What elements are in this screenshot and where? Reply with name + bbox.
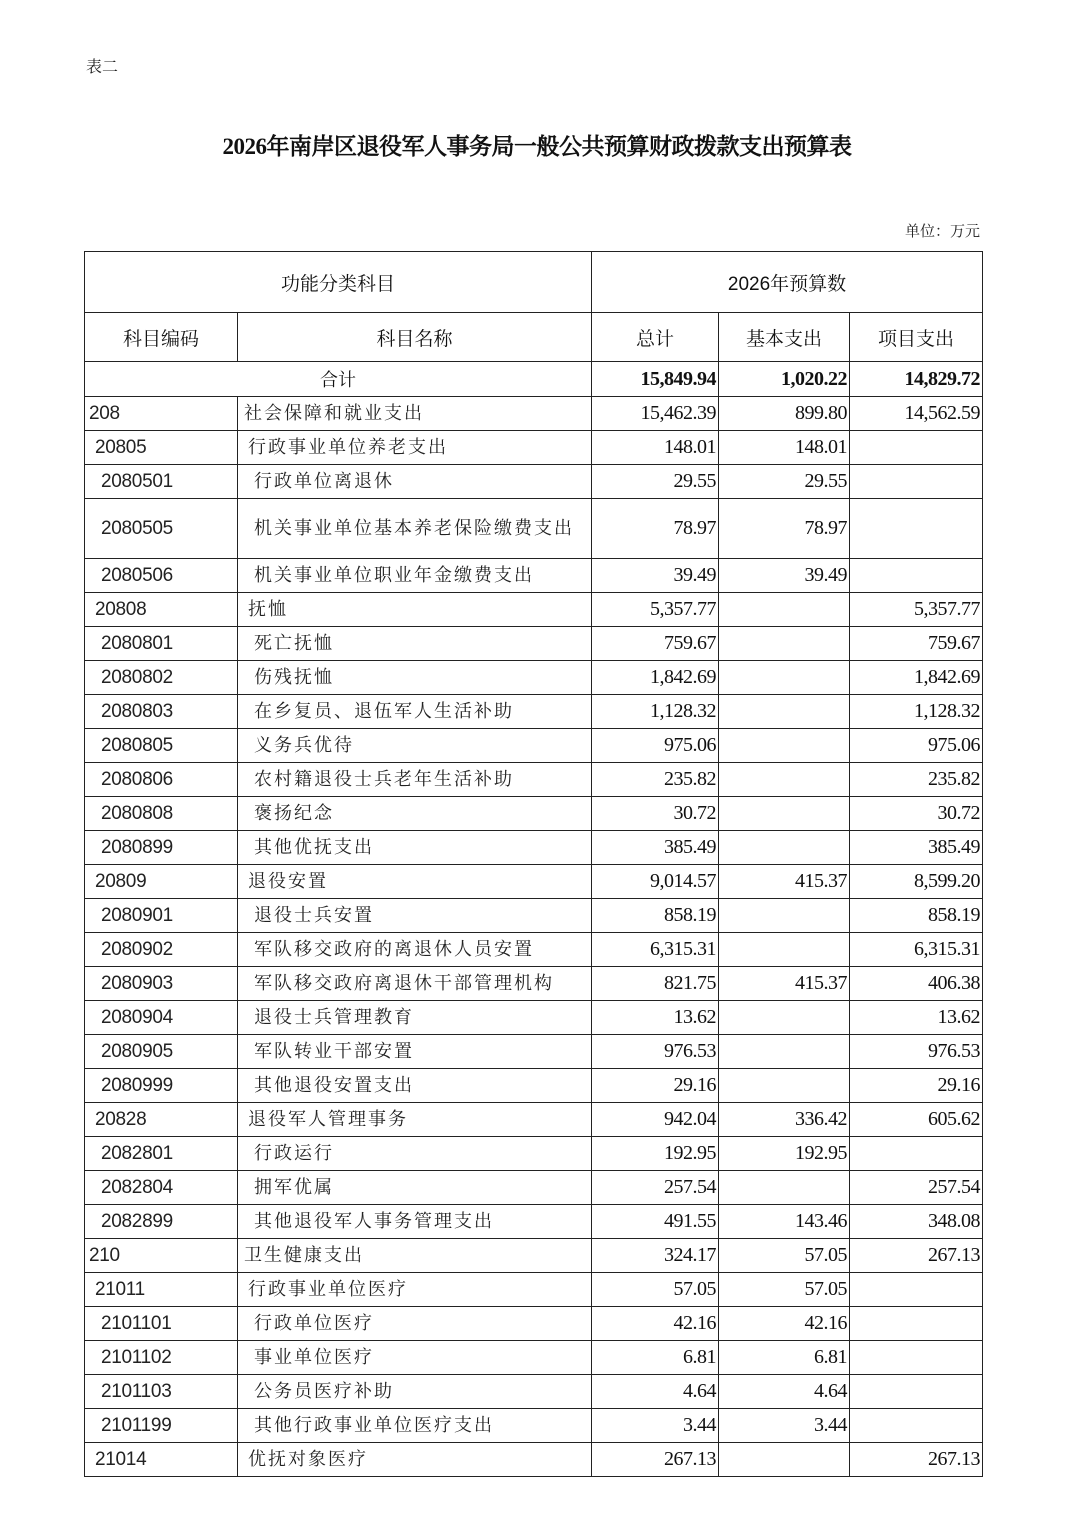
row-code: 2080506 — [85, 559, 238, 593]
row-code: 2101103 — [85, 1375, 238, 1409]
row-basic: 4.64 — [719, 1375, 850, 1409]
row-name: 行政事业单位医疗 — [238, 1273, 592, 1307]
row-code: 21011 — [85, 1273, 238, 1307]
row-total: 15,462.39 — [592, 397, 719, 431]
row-name: 行政运行 — [238, 1137, 592, 1171]
row-project: 975.06 — [850, 729, 983, 763]
table-row — [85, 729, 983, 763]
row-project: 8,599.20 — [850, 865, 983, 899]
row-name: 伤残抚恤 — [238, 661, 592, 695]
row-project — [850, 559, 983, 593]
table-row — [85, 661, 983, 695]
row-name: 褒扬纪念 — [238, 797, 592, 831]
table-row — [85, 1273, 983, 1307]
row-basic — [719, 797, 850, 831]
total-row — [85, 362, 983, 397]
row-basic — [719, 627, 850, 661]
row-project: 1,842.69 — [850, 661, 983, 695]
row-total: 324.17 — [592, 1239, 719, 1273]
row-name: 退役士兵管理教育 — [238, 1001, 592, 1035]
table-row — [85, 1307, 983, 1341]
row-code: 2101199 — [85, 1409, 238, 1443]
row-basic — [719, 933, 850, 967]
row-name: 社会保障和就业支出 — [238, 397, 592, 431]
header-row-columns — [85, 313, 983, 362]
row-code: 2101102 — [85, 1341, 238, 1375]
row-code: 2080901 — [85, 899, 238, 933]
row-basic — [719, 1171, 850, 1205]
table-row — [85, 1069, 983, 1103]
row-project: 5,357.77 — [850, 593, 983, 627]
row-name: 机关事业单位职业年金缴费支出 — [238, 559, 592, 593]
row-code: 2082899 — [85, 1205, 238, 1239]
row-name: 行政单位离退休 — [238, 465, 592, 499]
table-row — [85, 1341, 983, 1375]
row-name: 卫生健康支出 — [238, 1239, 592, 1273]
row-total: 975.06 — [592, 729, 719, 763]
row-code: 2082801 — [85, 1137, 238, 1171]
page-title: 2026年南岸区退役军人事务局一般公共预算财政拨款支出预算表 — [222, 134, 852, 159]
row-code: 2080802 — [85, 661, 238, 695]
row-name: 其他退役安置支出 — [238, 1069, 592, 1103]
row-total: 267.13 — [592, 1443, 719, 1477]
row-basic — [719, 831, 850, 865]
row-code: 2080902 — [85, 933, 238, 967]
row-code: 2080808 — [85, 797, 238, 831]
row-code: 2080806 — [85, 763, 238, 797]
total-project: 14,829.72 — [850, 362, 983, 397]
table-row — [85, 1035, 983, 1069]
row-project: 1,128.32 — [850, 695, 983, 729]
row-name: 军队转业干部安置 — [238, 1035, 592, 1069]
row-basic — [719, 1443, 850, 1477]
table-row — [85, 1171, 983, 1205]
header-basic: 基本支出 — [719, 313, 850, 362]
row-total: 29.16 — [592, 1069, 719, 1103]
row-basic — [719, 729, 850, 763]
row-total: 491.55 — [592, 1205, 719, 1239]
row-basic — [719, 763, 850, 797]
row-project: 267.13 — [850, 1239, 983, 1273]
row-basic: 6.81 — [719, 1341, 850, 1375]
table-row — [85, 1137, 983, 1171]
row-total: 942.04 — [592, 1103, 719, 1137]
row-basic: 57.05 — [719, 1239, 850, 1273]
row-name: 退役士兵安置 — [238, 899, 592, 933]
table-row — [85, 1103, 983, 1137]
row-total: 3.44 — [592, 1409, 719, 1443]
row-total: 6.81 — [592, 1341, 719, 1375]
row-project: 406.38 — [850, 967, 983, 1001]
table-row — [85, 593, 983, 627]
row-basic: 39.49 — [719, 559, 850, 593]
row-project: 14,562.59 — [850, 397, 983, 431]
row-basic: 415.37 — [719, 967, 850, 1001]
row-project: 6,315.31 — [850, 933, 983, 967]
row-project — [850, 499, 983, 559]
row-basic: 192.95 — [719, 1137, 850, 1171]
header-name: 科目名称 — [238, 313, 592, 362]
table-row — [85, 967, 983, 1001]
row-total: 42.16 — [592, 1307, 719, 1341]
row-name: 死亡抚恤 — [238, 627, 592, 661]
row-code: 210 — [85, 1239, 238, 1273]
row-project: 348.08 — [850, 1205, 983, 1239]
row-basic: 415.37 — [719, 865, 850, 899]
row-total: 78.97 — [592, 499, 719, 559]
row-total: 57.05 — [592, 1273, 719, 1307]
row-basic: 78.97 — [719, 499, 850, 559]
table-row — [85, 1239, 983, 1273]
row-project: 976.53 — [850, 1035, 983, 1069]
row-name: 军队移交政府离退休干部管理机构 — [238, 967, 592, 1001]
row-name: 行政单位医疗 — [238, 1307, 592, 1341]
row-project — [850, 1307, 983, 1341]
row-basic — [719, 695, 850, 729]
row-code: 20805 — [85, 431, 238, 465]
total-amount: 15,849.94 — [592, 362, 719, 397]
row-project — [850, 1137, 983, 1171]
row-basic: 57.05 — [719, 1273, 850, 1307]
row-total: 9,014.57 — [592, 865, 719, 899]
row-code: 2080903 — [85, 967, 238, 1001]
table-row — [85, 559, 983, 593]
table-row — [85, 695, 983, 729]
table-row — [85, 465, 983, 499]
row-code: 2080803 — [85, 695, 238, 729]
row-name: 事业单位医疗 — [238, 1341, 592, 1375]
row-name: 行政事业单位养老支出 — [238, 431, 592, 465]
row-project: 759.67 — [850, 627, 983, 661]
row-name: 拥军优属 — [238, 1171, 592, 1205]
row-total: 858.19 — [592, 899, 719, 933]
row-basic — [719, 899, 850, 933]
row-code: 2080899 — [85, 831, 238, 865]
row-name: 其他优抚支出 — [238, 831, 592, 865]
row-total: 6,315.31 — [592, 933, 719, 967]
total-label: 合计 — [85, 362, 592, 397]
row-code: 2080801 — [85, 627, 238, 661]
header-functional-classification: 功能分类科目 — [85, 252, 592, 313]
row-basic — [719, 661, 850, 695]
row-code: 2082804 — [85, 1171, 238, 1205]
row-project: 385.49 — [850, 831, 983, 865]
row-project: 267.13 — [850, 1443, 983, 1477]
table-row — [85, 499, 983, 559]
table-row — [85, 1205, 983, 1239]
table-row — [85, 1443, 983, 1477]
row-total: 30.72 — [592, 797, 719, 831]
row-name: 公务员医疗补助 — [238, 1375, 592, 1409]
row-name: 在乡复员、退伍军人生活补助 — [238, 695, 592, 729]
row-code: 2101101 — [85, 1307, 238, 1341]
header-total: 总计 — [592, 313, 719, 362]
row-total: 4.64 — [592, 1375, 719, 1409]
row-basic — [719, 1035, 850, 1069]
row-project — [850, 1375, 983, 1409]
row-basic: 143.46 — [719, 1205, 850, 1239]
row-basic: 336.42 — [719, 1103, 850, 1137]
header-code: 科目编码 — [85, 313, 238, 362]
table-number-label: 表二 — [86, 57, 119, 76]
row-project: 29.16 — [850, 1069, 983, 1103]
row-project — [850, 465, 983, 499]
row-project — [850, 1409, 983, 1443]
row-code: 2080999 — [85, 1069, 238, 1103]
row-name: 抚恤 — [238, 593, 592, 627]
row-total: 192.95 — [592, 1137, 719, 1171]
row-code: 2080805 — [85, 729, 238, 763]
total-basic: 1,020.22 — [719, 362, 850, 397]
table-row — [85, 1001, 983, 1035]
unit-label: 单位：万元 — [904, 222, 980, 240]
header-project: 项目支出 — [850, 313, 983, 362]
row-name: 其他行政事业单位医疗支出 — [238, 1409, 592, 1443]
row-project: 257.54 — [850, 1171, 983, 1205]
row-total: 148.01 — [592, 431, 719, 465]
row-basic — [719, 1001, 850, 1035]
row-total: 257.54 — [592, 1171, 719, 1205]
row-code: 21014 — [85, 1443, 238, 1477]
row-name: 退役安置 — [238, 865, 592, 899]
row-total: 385.49 — [592, 831, 719, 865]
header-budget-2026: 2026年预算数 — [592, 252, 983, 313]
row-basic: 148.01 — [719, 431, 850, 465]
row-total: 235.82 — [592, 763, 719, 797]
row-basic: 29.55 — [719, 465, 850, 499]
row-total: 821.75 — [592, 967, 719, 1001]
row-project: 858.19 — [850, 899, 983, 933]
table-row — [85, 763, 983, 797]
row-name: 机关事业单位基本养老保险缴费支出 — [238, 499, 592, 559]
table-row — [85, 627, 983, 661]
row-total: 976.53 — [592, 1035, 719, 1069]
row-project — [850, 431, 983, 465]
table-row — [85, 431, 983, 465]
row-project: 605.62 — [850, 1103, 983, 1137]
row-code: 2080904 — [85, 1001, 238, 1035]
row-name: 其他退役军人事务管理支出 — [238, 1205, 592, 1239]
table-row — [85, 1409, 983, 1443]
row-total: 1,842.69 — [592, 661, 719, 695]
row-code: 208 — [85, 397, 238, 431]
row-code: 20809 — [85, 865, 238, 899]
table-row — [85, 1375, 983, 1409]
row-total: 759.67 — [592, 627, 719, 661]
row-name: 优抚对象医疗 — [238, 1443, 592, 1477]
row-basic: 3.44 — [719, 1409, 850, 1443]
row-project — [850, 1341, 983, 1375]
budget-table — [84, 251, 983, 1477]
table-row — [85, 797, 983, 831]
table-row — [85, 397, 983, 431]
row-code: 2080501 — [85, 465, 238, 499]
table-row — [85, 933, 983, 967]
row-name: 义务兵优待 — [238, 729, 592, 763]
table-row — [85, 831, 983, 865]
header-row-group — [85, 252, 983, 313]
row-project: 235.82 — [850, 763, 983, 797]
row-name: 退役军人管理事务 — [238, 1103, 592, 1137]
row-basic: 42.16 — [719, 1307, 850, 1341]
row-name: 军队移交政府的离退休人员安置 — [238, 933, 592, 967]
row-code: 2080905 — [85, 1035, 238, 1069]
row-basic: 899.80 — [719, 397, 850, 431]
table-row — [85, 899, 983, 933]
row-code: 20828 — [85, 1103, 238, 1137]
row-total: 13.62 — [592, 1001, 719, 1035]
row-code: 2080505 — [85, 499, 238, 559]
row-project: 13.62 — [850, 1001, 983, 1035]
row-total: 29.55 — [592, 465, 719, 499]
row-basic — [719, 593, 850, 627]
row-project — [850, 1273, 983, 1307]
table-row — [85, 865, 983, 899]
row-project: 30.72 — [850, 797, 983, 831]
row-code: 20808 — [85, 593, 238, 627]
row-total: 39.49 — [592, 559, 719, 593]
row-total: 5,357.77 — [592, 593, 719, 627]
row-total: 1,128.32 — [592, 695, 719, 729]
row-basic — [719, 1069, 850, 1103]
row-name: 农村籍退役士兵老年生活补助 — [238, 763, 592, 797]
